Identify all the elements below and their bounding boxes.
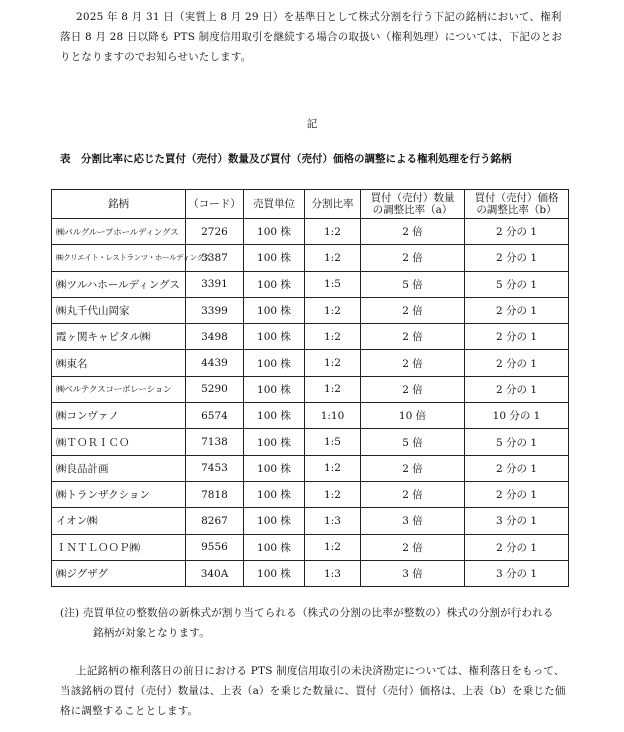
- cell-qty: 2 倍: [361, 455, 465, 481]
- cell-qty: 3 倍: [361, 560, 465, 586]
- cell-ratio: 1:3: [305, 508, 361, 534]
- cell-code: 7138: [186, 429, 244, 455]
- cell-code: 5290: [186, 376, 244, 402]
- cell-qty: 2 倍: [361, 245, 465, 271]
- cell-code: 7453: [186, 455, 244, 481]
- cell-unit: 100 株: [244, 455, 305, 481]
- cell-ratio: 1:2: [305, 245, 361, 271]
- cell-unit: 100 株: [244, 376, 305, 402]
- cell-unit: 100 株: [244, 245, 305, 271]
- cell-price: 5 分の 1: [465, 429, 569, 455]
- cell-unit: 100 株: [244, 481, 305, 507]
- note-line1: (注) 売買単位の整数倍の新株式が割り当てられる（株式の分割の比率が整数の）株式の分割が行われる: [60, 607, 554, 619]
- cell-price: 3 分の 1: [465, 560, 569, 586]
- table-row: [52, 376, 569, 402]
- note-paragraph: [60, 603, 568, 643]
- cell-name: ㈱クリエイト・レストランツ・ホールディングス: [52, 245, 186, 271]
- cell-ratio: 1:2: [305, 376, 361, 402]
- cell-code: 340A: [186, 560, 244, 586]
- cell-qty: 2 倍: [361, 219, 465, 245]
- cell-price: 2 分の 1: [465, 455, 569, 481]
- cell-ratio: 1:2: [305, 324, 361, 350]
- header-unit: 売買単位: [244, 190, 305, 219]
- cell-price: 2 分の 1: [465, 350, 569, 376]
- cell-name: ㈱丸千代山岡家: [52, 297, 186, 323]
- cell-name: 霞ヶ関キャピタル㈱: [52, 324, 186, 350]
- cell-ratio: 1:2: [305, 350, 361, 376]
- cell-price: 5 分の 1: [465, 271, 569, 297]
- cell-name: ㈱ジグザグ: [52, 560, 186, 586]
- cell-qty: 2 倍: [361, 324, 465, 350]
- cell-unit: 100 株: [244, 508, 305, 534]
- table-row: [52, 455, 569, 481]
- cell-code: 3399: [186, 297, 244, 323]
- cell-unit: 100 株: [244, 350, 305, 376]
- header-name: 銘柄: [52, 190, 186, 219]
- table-row: [52, 271, 569, 297]
- cell-name: ㈱パルグループホールディングス: [52, 219, 186, 245]
- cell-code: 4439: [186, 350, 244, 376]
- table-row: [52, 350, 569, 376]
- cell-name: イオン㈱: [52, 508, 186, 534]
- cell-ratio: 1:3: [305, 560, 361, 586]
- cell-name: ㈱東名: [52, 350, 186, 376]
- cell-code: 6574: [186, 403, 244, 429]
- table-row: [52, 245, 569, 271]
- table-row: [52, 429, 569, 455]
- ki-heading: 記: [306, 118, 318, 130]
- cell-name: ㈱ベルテクスコーポレーション: [52, 376, 186, 402]
- cell-code: 3498: [186, 324, 244, 350]
- table-row: [52, 403, 569, 429]
- cell-ratio: 1:2: [305, 297, 361, 323]
- cell-qty: 2 倍: [361, 481, 465, 507]
- cell-code: 2726: [186, 219, 244, 245]
- cell-qty: 5 倍: [361, 271, 465, 297]
- header-qty-line2: の調整比率（a）: [372, 204, 453, 216]
- cell-code: 9556: [186, 534, 244, 560]
- cell-name: ＩＮＴＬＯＯＰ㈱: [52, 534, 186, 560]
- header-ratio: 分割比率: [305, 190, 361, 219]
- table-row: [52, 508, 569, 534]
- cell-price: 2 分の 1: [465, 324, 569, 350]
- split-table: [51, 189, 569, 587]
- table-caption: 表 分割比率に応じた買付（売付）数量及び買付（売付）価格の調整による権利処理を行う銘柄: [60, 153, 512, 165]
- table-row: [52, 481, 569, 507]
- cell-unit: 100 株: [244, 534, 305, 560]
- cell-unit: 100 株: [244, 219, 305, 245]
- cell-ratio: 1:2: [305, 219, 361, 245]
- cell-code: 3391: [186, 271, 244, 297]
- cell-ratio: 1:2: [305, 534, 361, 560]
- cell-name: ㈱良品計画: [52, 455, 186, 481]
- note-line2: 銘柄が対象となります。: [93, 627, 210, 639]
- cell-name: ㈱ＴＯＲＩＣＯ: [52, 429, 186, 455]
- cell-name: ㈱ツルハホールディングス: [52, 271, 186, 297]
- cell-unit: 100 株: [244, 560, 305, 586]
- cell-unit: 100 株: [244, 271, 305, 297]
- cell-price: 2 分の 1: [465, 534, 569, 560]
- cell-price: 2 分の 1: [465, 245, 569, 271]
- cell-price: 2 分の 1: [465, 481, 569, 507]
- cell-price: 10 分の 1: [465, 403, 569, 429]
- cell-qty: 2 倍: [361, 350, 465, 376]
- cell-unit: 100 株: [244, 429, 305, 455]
- table-row: [52, 534, 569, 560]
- closing-paragraph: 上記銘柄の権利落日の前日における PTS 制度信用取引の未決済勘定については、権利落日をもって、当該銘柄の買付（売付）数量は、上表（a）を乗じた数量に、買付（売付）価格は、上表（b）を乗じた価格に調整することとします。: [60, 665, 566, 717]
- cell-ratio: 1:5: [305, 429, 361, 455]
- cell-ratio: 1:2: [305, 455, 361, 481]
- cell-qty: 5 倍: [361, 429, 465, 455]
- table-row: [52, 560, 569, 586]
- cell-qty: 10 倍: [361, 403, 465, 429]
- header-code: （コード）: [186, 190, 244, 219]
- cell-unit: 100 株: [244, 324, 305, 350]
- table-row: [52, 297, 569, 323]
- cell-price: 3 分の 1: [465, 508, 569, 534]
- cell-qty: 2 倍: [361, 297, 465, 323]
- cell-price: 2 分の 1: [465, 219, 569, 245]
- header-price: [465, 190, 569, 219]
- cell-unit: 100 株: [244, 297, 305, 323]
- cell-qty: 2 倍: [361, 534, 465, 560]
- table-row: [52, 324, 569, 350]
- cell-ratio: 1:2: [305, 481, 361, 507]
- table-row: [52, 219, 569, 245]
- header-price-line2: の調整比率（b）: [476, 204, 557, 216]
- header-qty-line1: 買付（売付）数量: [370, 192, 455, 204]
- cell-name: ㈱コンヴァノ: [52, 403, 186, 429]
- cell-code: 7818: [186, 481, 244, 507]
- cell-unit: 100 株: [244, 403, 305, 429]
- cell-price: 2 分の 1: [465, 376, 569, 402]
- cell-qty: 2 倍: [361, 376, 465, 402]
- cell-ratio: 1:10: [305, 403, 361, 429]
- cell-price: 2 分の 1: [465, 297, 569, 323]
- header-price-line1: 買付（売付）価格: [474, 192, 559, 204]
- table-header-row: [52, 190, 569, 219]
- intro-paragraph: 2025 年 8 月 31 日（実質上 8 月 29 日）を基準日として株式分割を行う下記の銘柄において、権利落日 8 月 28 日以降も PTS 制度信用取引を継続する場合の取扱い（権利処理）については、下記のとおりとなりますのでお知らせいたします。: [60, 11, 563, 63]
- header-qty: [361, 190, 465, 219]
- cell-code: 3387: [186, 245, 244, 271]
- cell-name: ㈱トランザクション: [52, 481, 186, 507]
- cell-ratio: 1:5: [305, 271, 361, 297]
- cell-qty: 3 倍: [361, 508, 465, 534]
- cell-code: 8267: [186, 508, 244, 534]
